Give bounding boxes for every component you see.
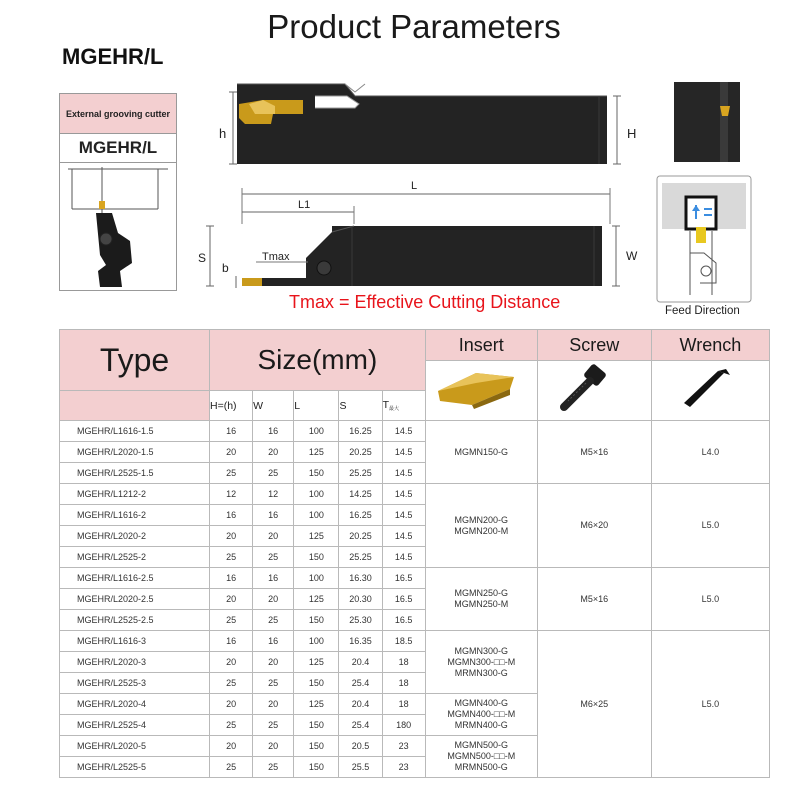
row-h: 16: [210, 631, 253, 652]
dim-h-label: h: [219, 126, 227, 141]
dim-W-label: W: [626, 249, 638, 263]
insert-model: MRMN300-G: [454, 667, 508, 678]
row-w: 12: [253, 484, 294, 505]
row-w: 20: [253, 442, 294, 463]
row-h: 20: [210, 652, 253, 673]
row-l: 125: [294, 589, 339, 610]
row-l: 125: [294, 442, 339, 463]
row-s: 20.30: [339, 589, 382, 610]
row-model: MGEHR/L2525-1.5: [60, 463, 210, 484]
row-h: 25: [210, 463, 253, 484]
row-h: 20: [210, 526, 253, 547]
row-s: 25.5: [339, 757, 382, 778]
row-t: 14.5: [382, 484, 425, 505]
row-w: 20: [253, 526, 294, 547]
row-s: 25.30: [339, 610, 382, 631]
feed-direction-sketch: [656, 175, 752, 303]
col-header-s: S: [339, 391, 382, 421]
row-l: 150: [294, 463, 339, 484]
row-h: 20: [210, 442, 253, 463]
holder-front-view-illustration: [60, 163, 176, 291]
row-h: 16: [210, 421, 253, 442]
insert-model: MGMN200-G: [454, 514, 509, 525]
row-h: 16: [210, 568, 253, 589]
insert-model: MGMN400-□□-M: [447, 709, 516, 719]
insert-model: MGMN500-G: [454, 740, 509, 750]
row-s: 20.25: [339, 442, 382, 463]
row-l: 150: [294, 610, 339, 631]
row-s: 16.35: [339, 631, 382, 652]
insert-icon: [426, 361, 526, 415]
row-model: MGEHR/L1616-2.5: [60, 568, 210, 589]
row-h: 12: [210, 484, 253, 505]
row-l: 100: [294, 631, 339, 652]
row-h: 25: [210, 547, 253, 568]
spec-body: [60, 421, 770, 778]
insert-group: [425, 484, 537, 568]
header-size: Size(mm): [210, 330, 426, 391]
row-model: MGEHR/L2020-1.5: [60, 442, 210, 463]
col-header-w: W: [253, 391, 294, 421]
row-w: 16: [253, 631, 294, 652]
table-row: [60, 484, 770, 505]
dim-H-label: H: [627, 126, 637, 141]
page-title: Product Parameters: [267, 8, 561, 45]
row-t: 14.5: [382, 421, 425, 442]
row-h: 20: [210, 736, 253, 757]
header-type: Type: [60, 330, 210, 391]
insert-model: MGMN250-M: [454, 599, 509, 609]
col-header-t-sub: 最大: [389, 406, 400, 412]
row-h: 25: [210, 715, 253, 736]
row-w: 25: [253, 757, 294, 778]
row-h: 20: [210, 589, 253, 610]
row-l: 100: [294, 568, 339, 589]
row-w: 16: [253, 505, 294, 526]
row-l: 100: [294, 505, 339, 526]
row-w: 25: [253, 673, 294, 694]
row-model: MGEHR/L1616-2: [60, 505, 210, 526]
row-s: 25.4: [339, 673, 382, 694]
row-h: 16: [210, 505, 253, 526]
insert-group: [425, 694, 537, 736]
id-card-name: MGEHR/L: [60, 134, 176, 163]
row-s: 25.25: [339, 547, 382, 568]
row-t: 14.5: [382, 463, 425, 484]
wrench-icon: [652, 361, 752, 415]
row-h: 25: [210, 610, 253, 631]
row-h: 25: [210, 757, 253, 778]
row-w: 25: [253, 610, 294, 631]
row-s: 14.25: [339, 484, 382, 505]
table-row: [60, 568, 770, 589]
id-card-label: External grooving cutter: [60, 94, 176, 134]
row-model: MGEHR/L2525-4: [60, 715, 210, 736]
insert-model: MRMN400-G: [454, 720, 508, 730]
insert-model: MRMN500-G: [454, 762, 508, 772]
header-type-spacer: [60, 391, 210, 421]
row-l: 150: [294, 757, 339, 778]
row-model: MGEHR/L2020-3: [60, 652, 210, 673]
row-l: 125: [294, 526, 339, 547]
row-model: MGEHR/L1616-1.5: [60, 421, 210, 442]
row-s: 25.25: [339, 463, 382, 484]
row-s: 16.25: [339, 421, 382, 442]
row-model: MGEHR/L2020-2: [60, 526, 210, 547]
row-t: 23: [382, 757, 425, 778]
row-model: MGEHR/L2525-2: [60, 547, 210, 568]
row-s: 25.4: [339, 715, 382, 736]
row-t: 18: [382, 652, 425, 673]
insert-model: MGMN400-G: [454, 698, 509, 708]
insert-group: [425, 631, 537, 694]
insert-model: MGMN300-□□-M: [447, 656, 516, 667]
row-l: 100: [294, 421, 339, 442]
row-s: 16.25: [339, 505, 382, 526]
row-h: 20: [210, 694, 253, 715]
col-header-l: L: [294, 391, 339, 421]
row-w: 20: [253, 694, 294, 715]
row-t: 14.5: [382, 505, 425, 526]
row-w: 25: [253, 547, 294, 568]
row-l: 100: [294, 484, 339, 505]
row-w: 25: [253, 715, 294, 736]
insert-model: MGMN300-G: [454, 645, 509, 656]
screw-image: [537, 361, 651, 421]
dim-Tmax-label: Tmax: [262, 251, 290, 263]
table-row: [60, 421, 770, 442]
row-model: MGEHR/L1212-2: [60, 484, 210, 505]
row-w: 20: [253, 652, 294, 673]
row-t: 23: [382, 736, 425, 757]
model-title: MGEHR/L: [62, 44, 164, 69]
row-w: 20: [253, 736, 294, 757]
insert-model: MGMN200-M: [454, 525, 509, 536]
wrench-spec: L5.0: [651, 484, 769, 568]
dim-L1-label: L1: [298, 199, 311, 211]
row-t: 14.5: [382, 526, 425, 547]
wrench-spec: L4.0: [651, 421, 769, 484]
row-t: 16.5: [382, 568, 425, 589]
holder-side-view: [215, 78, 645, 178]
tmax-note: Tmax = Effective Cutting Distance: [289, 292, 561, 312]
header-wrench: Wrench: [651, 330, 769, 361]
row-w: 16: [253, 421, 294, 442]
row-s: 20.25: [339, 526, 382, 547]
row-t: 16.5: [382, 610, 425, 631]
row-t: 18: [382, 673, 425, 694]
wrench-spec: L5.0: [651, 568, 769, 631]
holder-end-view: [670, 80, 742, 166]
spec-table: [59, 329, 770, 778]
row-s: 20.4: [339, 694, 382, 715]
screw-spec: M5×16: [537, 568, 651, 631]
insert-group: [425, 736, 537, 778]
dim-S-label: S: [198, 251, 207, 265]
row-model: MGEHR/L2020-4: [60, 694, 210, 715]
insert-model: MGMN500-□□-M: [447, 751, 516, 761]
row-l: 125: [294, 694, 339, 715]
row-model: MGEHR/L2525-2.5: [60, 610, 210, 631]
row-model: MGEHR/L1616-3: [60, 631, 210, 652]
row-w: 16: [253, 568, 294, 589]
row-model: MGEHR/L2020-2.5: [60, 589, 210, 610]
row-h: 25: [210, 673, 253, 694]
insert-model: MGMN150-G: [454, 446, 509, 457]
screw-spec: M5×16: [537, 421, 651, 484]
row-s: 16.30: [339, 568, 382, 589]
row-model: MGEHR/L2525-3: [60, 673, 210, 694]
row-model: MGEHR/L2020-5: [60, 736, 210, 757]
row-t: 18.5: [382, 631, 425, 652]
wrench-image: [651, 361, 769, 421]
row-l: 150: [294, 736, 339, 757]
col-header-t: [382, 391, 425, 421]
wrench-spec: L5.0: [651, 631, 769, 778]
table-row: [60, 631, 770, 652]
row-l: 150: [294, 715, 339, 736]
row-t: 16.5: [382, 589, 425, 610]
row-s: 20.4: [339, 652, 382, 673]
row-t: 180: [382, 715, 425, 736]
col-header-t-main: T: [382, 399, 389, 411]
row-l: 150: [294, 547, 339, 568]
id-card: [59, 93, 177, 291]
row-model: MGEHR/L2525-5: [60, 757, 210, 778]
header-insert: Insert: [425, 330, 537, 361]
holder-top-view: [196, 172, 641, 296]
dim-L-label: L: [411, 180, 418, 192]
screw-icon: [538, 361, 638, 415]
row-t: 14.5: [382, 547, 425, 568]
row-w: 20: [253, 589, 294, 610]
feed-direction-label: Feed Direction: [665, 305, 740, 317]
insert-image: [425, 361, 537, 421]
row-t: 18: [382, 694, 425, 715]
dim-b-label: b: [222, 261, 229, 275]
row-w: 25: [253, 463, 294, 484]
header-screw: Screw: [537, 330, 651, 361]
row-l: 125: [294, 652, 339, 673]
insert-model: MGMN250-G: [454, 588, 509, 598]
col-header-h: H=(h): [210, 391, 253, 421]
row-s: 20.5: [339, 736, 382, 757]
screw-spec: M6×25: [537, 631, 651, 778]
screw-spec: M6×20: [537, 484, 651, 568]
row-t: 14.5: [382, 442, 425, 463]
row-l: 150: [294, 673, 339, 694]
insert-group: [425, 568, 537, 631]
insert-group: [425, 421, 537, 484]
